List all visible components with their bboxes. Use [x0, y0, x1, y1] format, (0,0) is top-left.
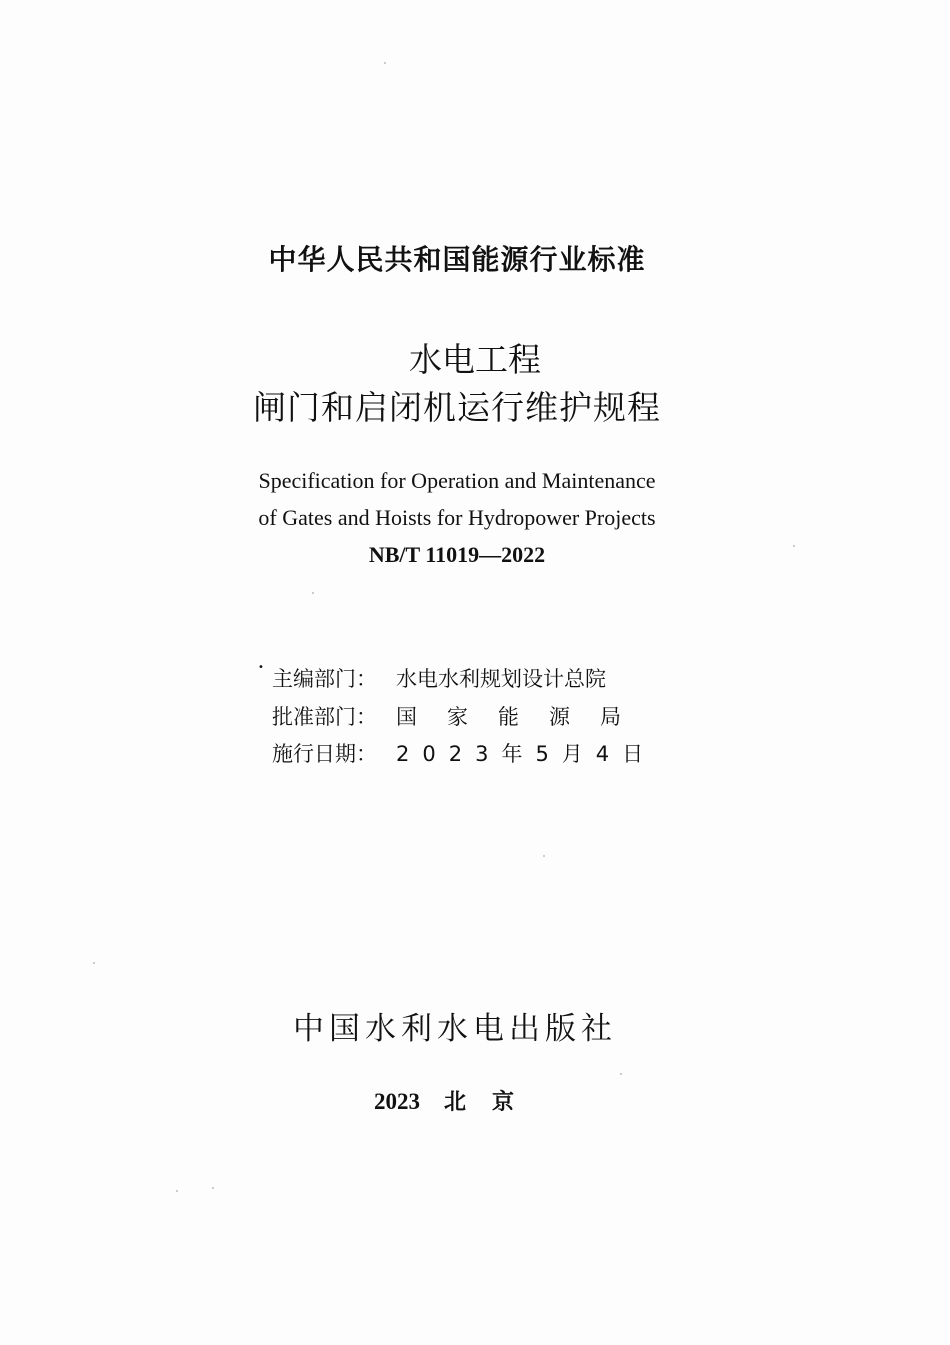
approval-department-label: 批准部门：	[272, 705, 377, 729]
approval-department-value: 国家能源局	[396, 705, 651, 729]
publication-city: 北京	[443, 1090, 540, 1115]
scan-speck	[312, 592, 314, 594]
publication-place-line	[0, 1085, 932, 1116]
effective-date-label: 施行日期：	[272, 742, 377, 766]
scan-speck	[93, 962, 95, 964]
scan-speck	[620, 1073, 622, 1075]
standard-code: NB/T 11019—2022	[368, 542, 546, 567]
editor-department-row	[272, 663, 672, 693]
scan-speck	[384, 62, 386, 64]
scan-speck	[793, 545, 795, 547]
publication-year: 2023	[373, 1089, 420, 1114]
effective-date-value: 2023年5月4日	[396, 742, 657, 766]
title-line-2: 闸门和启闭机运行维护规程	[253, 388, 661, 427]
english-title-line-1: Specification for Operation and Maintenance	[258, 468, 656, 493]
scan-speck	[212, 1187, 214, 1189]
title-line-1: 水电工程	[409, 340, 541, 379]
approval-department-row	[272, 701, 672, 731]
editor-department-label: 主编部门：	[272, 667, 377, 691]
scan-speck	[176, 1190, 178, 1192]
standard-category-heading: 中华人民共和国能源行业标准	[268, 243, 646, 276]
publisher-name: 中国水利水电出版社	[293, 1011, 617, 1047]
scan-speck	[543, 855, 545, 857]
effective-date-row	[272, 738, 672, 768]
bullet-mark: •	[258, 662, 264, 673]
editor-department-value: 水电水利规划设计总院	[396, 667, 606, 691]
english-title-line-2: of Gates and Hoists for Hydropower Projects	[258, 505, 656, 530]
